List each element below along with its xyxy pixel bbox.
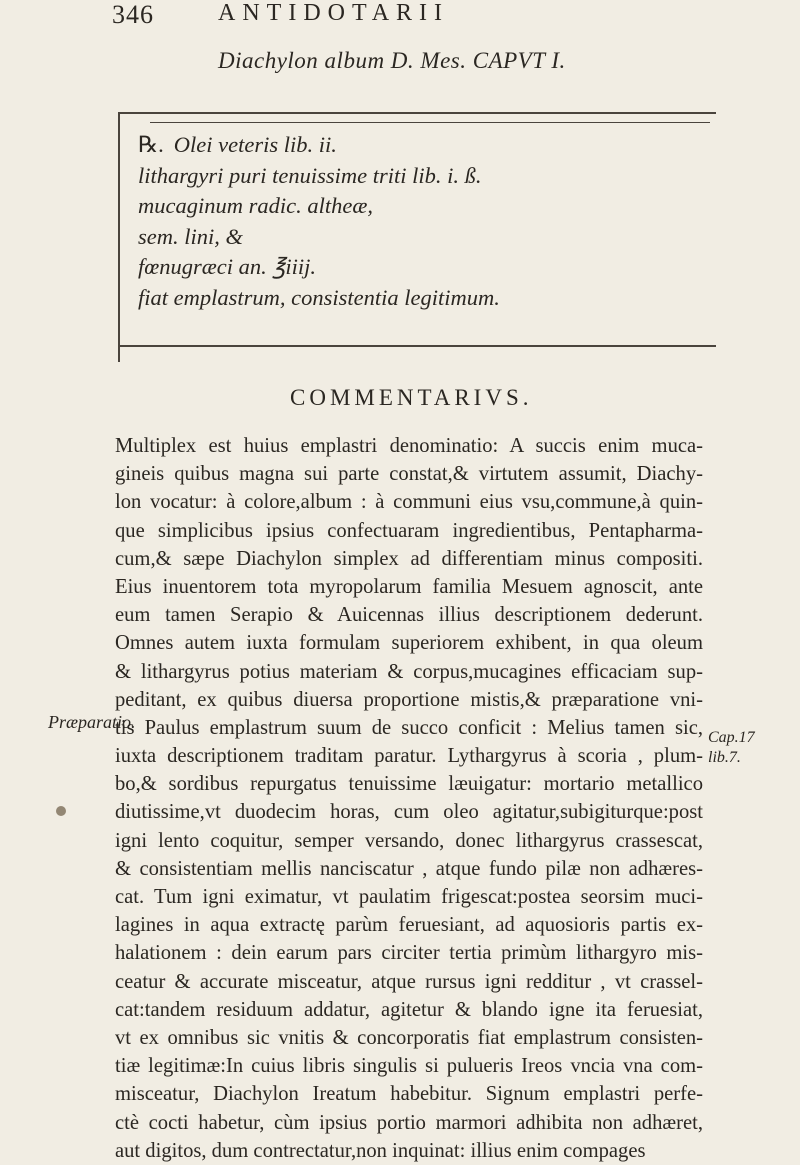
- recipe-line: sem. lini, &: [138, 223, 243, 249]
- text-line: cat:tandem residuum addatur, agitetur & blando igne ita feruesiat,: [115, 998, 703, 1021]
- text-line: gineis quibus magna sui parte constat,& virtutem assumit, Diachy-: [115, 463, 703, 486]
- text-line: Eius inuentorem tota myropolarum familia Mesuem agnoscit, ante: [115, 575, 703, 598]
- recipe-top-rule: [118, 112, 716, 114]
- text-line: cum,& sæpe Diachylon simplex ad differentiam minus compositi.: [115, 547, 703, 570]
- recipe-line: mucaginum radic. altheæ,: [138, 193, 373, 218]
- text-line: & lithargyrus potius materiam & corpus,mucagines efficaciam sup-: [115, 660, 703, 683]
- text-line: lagines in aqua extractę parùm feruesiant, ad aquosioris partis ex-: [115, 914, 703, 937]
- chapter-subtitle: Diachylon album D. Mes. CAPVT I.: [218, 48, 566, 73]
- text-line: que simplicibus ipsius confectuaram ingredientibus, Pentapharma-: [115, 519, 703, 542]
- margin-note-right-line: lib.7.: [708, 749, 741, 766]
- text-line: lon vocatur: à colore,album : à communi eius vsu,commune,à quin-: [115, 491, 703, 514]
- text-line: aut digitos, dum contrectatur,non inquinat: illius enim compages: [115, 1139, 646, 1162]
- text-line: ceatur & accurate misceatur, atque rursus igni redditur , vt crassel-: [115, 970, 703, 993]
- margin-note-left: Præparatio.: [48, 712, 136, 732]
- margin-note-right: [708, 728, 755, 768]
- recipe-left-rule: [118, 112, 120, 362]
- recipe-line: fiat emplastrum, consistentia legitimum.: [138, 284, 500, 310]
- recipe-block: [138, 130, 698, 313]
- commentary-heading: COMMENTARIVS.: [290, 385, 533, 410]
- text-line: peditant, ex quibus diuersa proportione mistis,& præparatione vni-: [115, 688, 703, 711]
- text-line: halationem : dein earum pars circiter tertia primùm lithargyro mis-: [115, 942, 703, 965]
- text-line: iuxta descriptionem traditam paratur. Lythargyrus à scoria , plum-: [115, 745, 703, 768]
- commentary-body: [115, 432, 703, 1165]
- text-line: cat. Tum igni eximatur, vt paulatim frigescat:postea seorsim muci-: [115, 886, 703, 908]
- text-line: tiæ legitimæ:In cuius libris singulis si pulueris Ireos vncia vna com-: [115, 1055, 703, 1078]
- recipe-line: fœnugræci an. ℥iiij.: [138, 254, 317, 279]
- margin-note-right-line: Cap.17: [708, 729, 755, 746]
- text-line: misceatur, Diachylon Ireatum habebitur. Signum emplastri perfe-: [115, 1083, 703, 1106]
- ink-stain-icon: [56, 806, 66, 816]
- text-line: & consistentiam mellis nanciscatur , atque fundo pilæ non adhæres-: [115, 857, 703, 880]
- text-line: Multiplex est huius emplastri denominatio: A succis enim muca-: [115, 435, 703, 457]
- text-line: Omnes autem iuxta formulam superiorem exhibent, in qua oleum: [115, 632, 703, 655]
- text-line: bo,& sordibus repurgatus tenuissime læuigatur: mortario metallico: [115, 773, 703, 796]
- running-title: ANTIDOTARII: [218, 0, 450, 26]
- rx-symbol: ℞.: [138, 132, 164, 157]
- recipe-line: lithargyri puri tenuissime triti lib. i. ß.: [138, 162, 482, 188]
- recipe-line: ℞. Olei veteris lib. ii.: [138, 132, 337, 157]
- text-line: igni lento coquitur, semper versando, donec lithargyrus crassescat,: [115, 829, 703, 852]
- recipe-bottom-rule: [118, 345, 716, 347]
- text-line: ctè cocti habetur, cùm ipsius portio marmori adhibita non adhæret,: [115, 1111, 703, 1134]
- text-line: diutissime,vt duodecim horas, cum oleo agitatur,subigiturque:post: [115, 801, 703, 824]
- recipe-top-rule-inner: [150, 122, 710, 123]
- text-line: eum tamen Serapio & Auicennas illius descriptionem dederunt.: [115, 604, 703, 627]
- page-number: 346: [112, 0, 154, 29]
- text-line: tis Paulus emplastrum suum de succo conficit : Melius tamen sic,: [115, 716, 703, 739]
- text-line: vt ex omnibus sic vnitis & concorporatis fiat emplastrum consisten-: [115, 1026, 703, 1049]
